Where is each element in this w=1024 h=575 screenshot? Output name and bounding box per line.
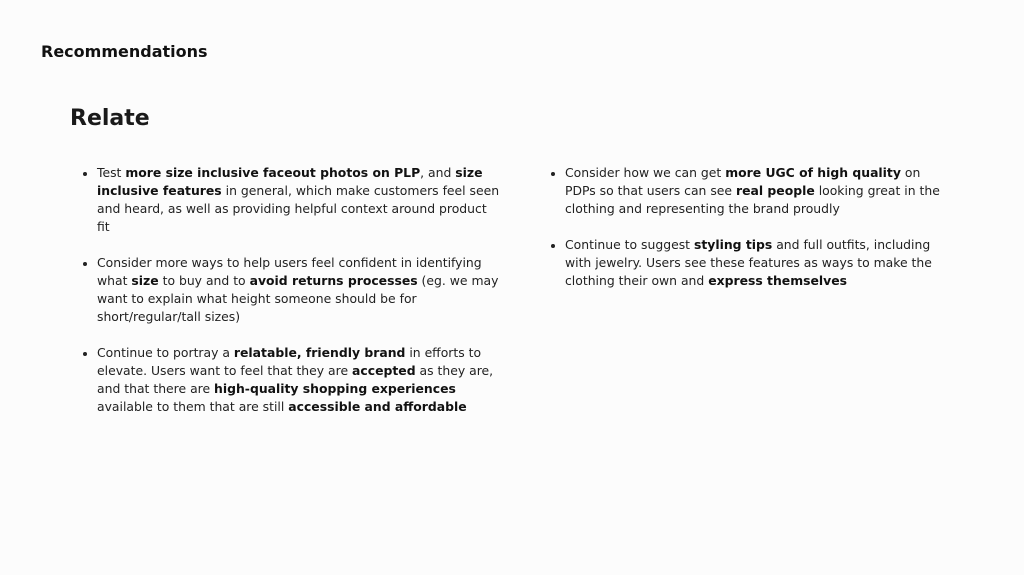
emphasis-text: express themselves xyxy=(708,273,848,288)
emphasis-text: more UGC of high quality xyxy=(725,165,901,180)
text-segment: to buy and to xyxy=(158,273,250,288)
emphasis-text: size inclusive features xyxy=(97,165,483,198)
recommendation-item xyxy=(548,236,948,290)
emphasis-text: accepted xyxy=(352,363,416,378)
emphasis-text: real people xyxy=(736,183,815,198)
text-segment: Test xyxy=(97,165,126,180)
text-segment: Continue to portray a xyxy=(97,345,234,360)
text-segment: on PDPs so that users can see xyxy=(565,165,921,198)
emphasis-text: more size inclusive faceout photos on PLP xyxy=(125,165,421,180)
recommendation-item xyxy=(548,164,948,218)
text-segment: available to them that are still xyxy=(97,399,289,414)
text-segment: , and xyxy=(420,165,456,180)
text-segment: looking great in the clothing and representing the brand proudly xyxy=(565,183,940,216)
text-segment: Continue to suggest xyxy=(565,237,694,252)
emphasis-text: relatable, friendly brand xyxy=(233,345,406,360)
emphasis-text: avoid returns processes xyxy=(249,273,418,288)
text-segment: (eg. we may want to explain what height someone should be for short/regular/tall sizes) xyxy=(97,273,499,324)
recommendations-left-column xyxy=(80,164,500,434)
text-segment: as they are, and that there are xyxy=(97,363,494,396)
recommendation-item xyxy=(80,254,500,326)
text-segment: Consider how we can get xyxy=(565,165,726,180)
text-segment: in general, which make customers feel seen and heard, as well as providing helpful context around product fit xyxy=(97,183,500,234)
text-segment: and full outfits, including with jewelry. Users see these features as ways to make the clothing their own and xyxy=(565,237,932,288)
emphasis-text: accessible and affordable xyxy=(288,399,467,414)
emphasis-text: high-quality shopping experiences xyxy=(214,381,456,396)
recommendation-item xyxy=(80,164,500,236)
text-segment: Consider more ways to help users feel confident in identifying what xyxy=(97,255,482,288)
text-segment: in efforts to elevate. Users want to feel that they are xyxy=(97,345,482,378)
emphasis-text: styling tips xyxy=(693,237,773,252)
emphasis-text: size xyxy=(131,273,159,288)
section-label: Recommendations xyxy=(41,42,208,61)
slide-title: Relate xyxy=(70,106,150,131)
recommendations-right-column xyxy=(548,164,948,308)
recommendation-item xyxy=(80,344,500,416)
